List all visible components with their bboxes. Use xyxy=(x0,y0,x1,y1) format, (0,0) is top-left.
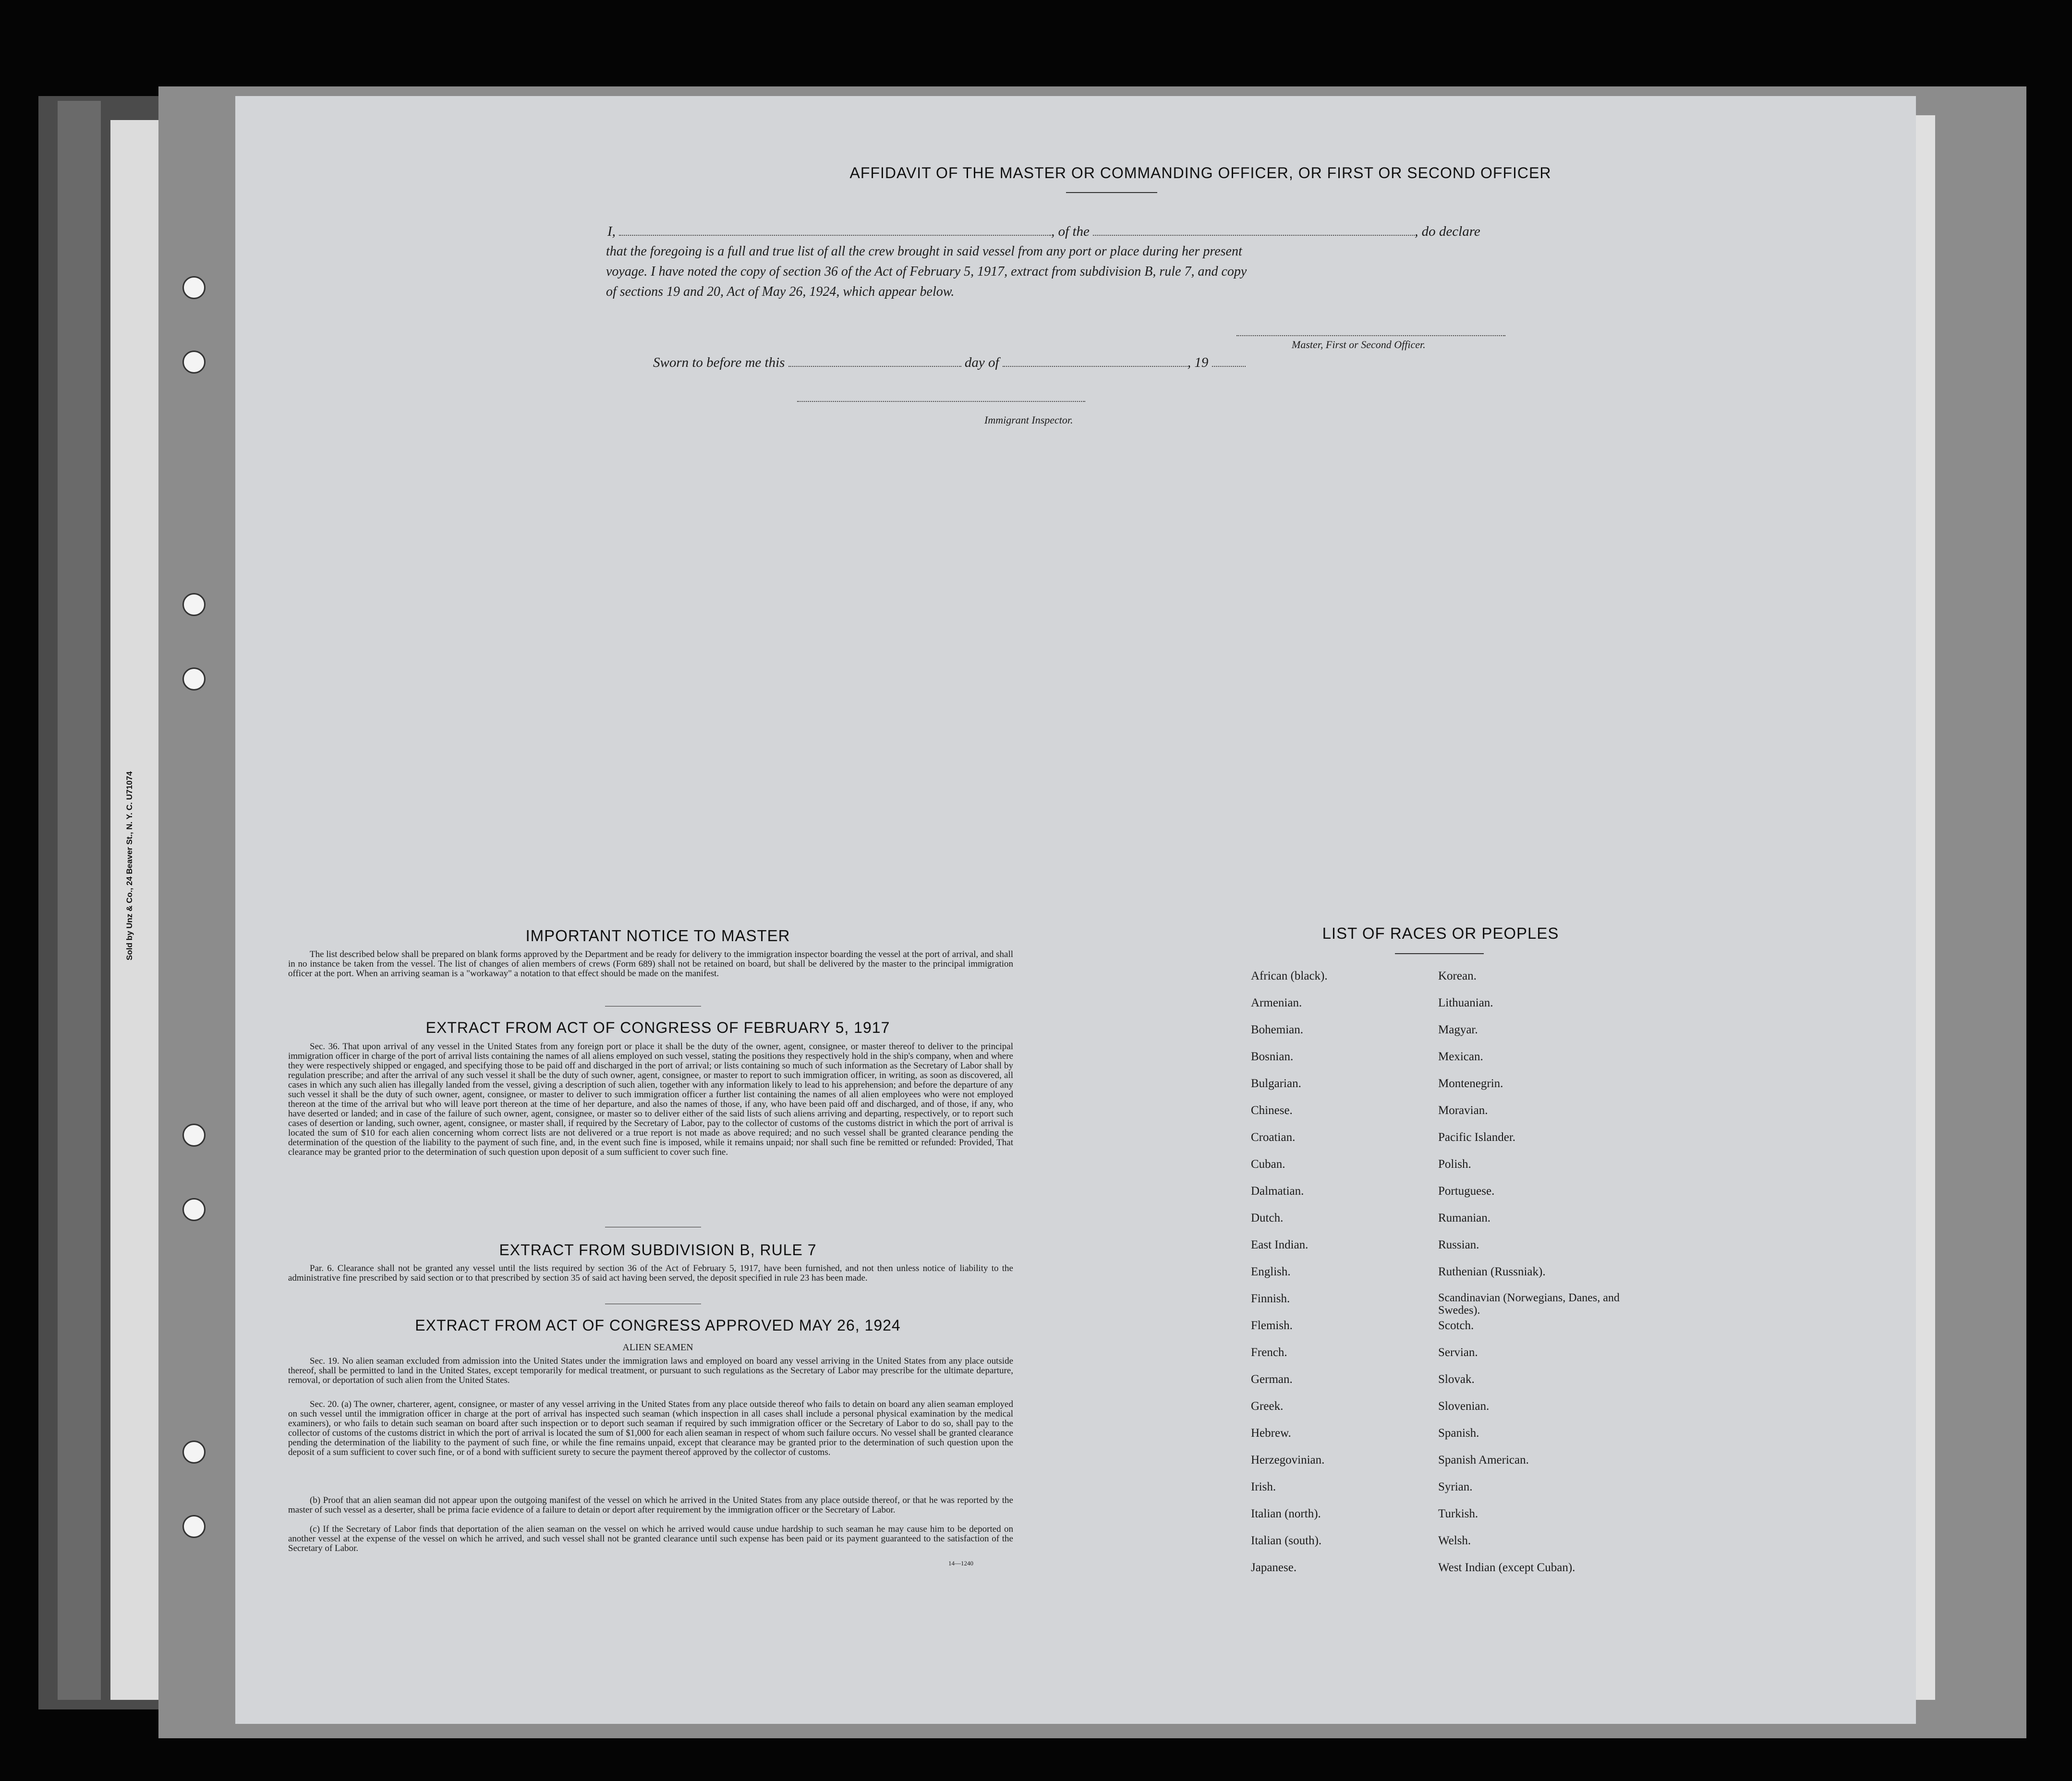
binder-hole xyxy=(182,276,206,299)
race-item: Scotch. xyxy=(1438,1319,1474,1332)
race-item: Flemish. xyxy=(1251,1319,1293,1332)
sec20a-text: Sec. 20. (a) The owner, charterer, agent, consignee, or master of any vessel arriving in the United States from any place outside thereof who fails to detain on board any alien seaman employed on such vessel until the immigration officer in charge at the port of arrival has inspected such seaman (which inspection in all cases shall include a personal physical examination by the medical examiners), or who fails to detain such seaman on board after such inspection or to deport such seaman if required by such immigration officer or the Secretary of Labor to do so, shall pay to the collector of customs of the customs district in which the port of arrival is located the sum of $1,000 for each alien seaman in respect of whom such failure occurs. No vessel shall be granted clearance pending the determination of the liability to the payment of such fine, or while the fine remains unpaid, except that clearance may be granted prior to the determination of such question upon the deposit of a sum sufficient to cover such fine, or of a bond with sufficient surety to secure the payment thereof approved by the collector of customs. xyxy=(288,1399,1013,1457)
race-item: Pacific Islander. xyxy=(1438,1131,1516,1144)
race-item: Spanish American. xyxy=(1438,1454,1529,1466)
notice-text: The list described below shall be prepared on blank forms approved by the Department and be ready for delivery to the immigration inspector boarding the vessel at the port of arrival, and shall in no instance be taken from the vessel. The list of changes of alien members of crews (Form 689) shall not be retained on board, but shall be delivered by the master to the principal immigration officer at the port. When an arriving seaman is a "workaway" a notation to that effect should be made on the manifest. xyxy=(288,949,1013,979)
vessel-blank[interactable] xyxy=(1093,225,1415,236)
race-item: Herzegovinian. xyxy=(1251,1454,1325,1466)
sec19-text: Sec. 19. No alien seaman excluded from admission into the United States under the immigration laws and employed on board any vessel arriving in the United States from any place outside thereof, shall be permitted to land in the United States, except temporarily for medical treatment, or pursuant to such regulations as the Secretary of Labor may prescribe for the ultimate departure, removal, or deportation of such alien from the United States. xyxy=(288,1356,1013,1385)
i-label: I, xyxy=(607,224,616,239)
race-item: Lithuanian. xyxy=(1438,996,1493,1009)
races-left-column xyxy=(1251,969,1429,1587)
rule7-title: EXTRACT FROM SUBDIVISION B, RULE 7 xyxy=(499,1241,817,1259)
race-item: Bosnian. xyxy=(1251,1050,1294,1063)
race-item: Rumanian. xyxy=(1438,1212,1491,1224)
sec20b-text: (b) Proof that an alien seaman did not appear upon the outgoing manifest of the vessel on which he arrived in the United States from any place outside thereof, or that he was reported by the master of such vessel as a deserter, shall be prima facie evidence of a failure to detain or deport after requirement by the immigration officer or the Secretary of Labor. xyxy=(288,1495,1013,1515)
race-item: Spanish. xyxy=(1438,1427,1479,1440)
master-caption: Master, First or Second Officer. xyxy=(1292,339,1426,351)
race-item: Irish. xyxy=(1251,1480,1276,1493)
sworn-line xyxy=(653,353,1246,372)
affidavit-line: voyage. I have noted the copy of section 36 of the Act of February 5, 1917, extract from subdivision B, rule 7, and copy xyxy=(606,264,1247,279)
day-of-label: day of xyxy=(964,355,999,370)
affidavit-title: AFFIDAVIT OF THE MASTER OR COMMANDING OFFICER, OR FIRST OR SECOND OFFICER xyxy=(849,164,1551,182)
races-right-column xyxy=(1438,969,1640,1587)
extract-1917-title: EXTRACT FROM ACT OF CONGRESS OF FEBRUARY 5, 1917 xyxy=(425,1019,890,1036)
race-item: Ruthenian (Russniak). xyxy=(1438,1265,1546,1278)
do-declare-label: , do declare xyxy=(1415,224,1480,239)
race-item: French. xyxy=(1251,1346,1287,1359)
page-edge xyxy=(1916,115,1935,1700)
race-item: Scandinavian (Norwegians, Danes, and Swedes). xyxy=(1438,1292,1620,1317)
race-item: Slovenian. xyxy=(1438,1400,1490,1413)
race-item: Japanese. xyxy=(1251,1561,1297,1574)
binder-hole xyxy=(182,351,206,374)
extract-1917-text: Sec. 36. That upon arrival of any vessel in the United States from any foreign port or place it shall be the duty of the owner, agent, consignee, or master thereof to deliver to the principal immigration officer in charge of the port of arrival lists containing the names of all aliens employed on such vessel, stating the positions they respectively hold in the ship's company, when and where they were respectively shipped or engaged, and specifying those to be paid off and discharged in the port of arrival; or lists containing so much of such information as the Secretary of Labor shall by regulation prescribe; and after the arrival of any such vessel it shall be the duty of such owner, agent, consignee, or master to report to such immigration officer, in writing, as soon as discovered, all cases in which any such alien has illegally landed from the vessel, giving a description of such alien, together with any information likely to lead to his apprehension; and before the departure of any such vessel it shall be the duty of such owner, agent, consignee, or master to deliver to such immigration officer a further list containing the names of all alien employees who were not employed thereon at the time of the arrival but who will leave port thereon at the time of her departure, and also the names of those, if any, who have been paid off and discharged, and of those, if any, who have deserted or landed; and in case of the failure of such owner, agent, consignee, or master so to deliver either of the said lists of such aliens arriving and departing, respectively, or to report such cases of desertion or landing, such owner, agent, consignee, or master shall, if required by the Secretary of Labor, pay to the collector of customs of the customs district in which the port of arrival is located the sum of $10 for each alien concerning whom correct lists are not delivered or a true report is not made as above required; and no such vessel shall be granted clearance pending the determination of the question of the liability to the payment of such fine, and, in the event such fine is imposed, while it remains unpaid; nor shall such fine be remitted or refunded: Provided, That clearance may be granted prior to the determination of such question upon deposit of a sum sufficient to cover such fine. xyxy=(288,1042,1013,1157)
race-item: Croatian. xyxy=(1251,1131,1296,1144)
race-item: Mexican. xyxy=(1438,1050,1483,1063)
race-item: English. xyxy=(1251,1265,1291,1278)
race-item: Dutch. xyxy=(1251,1212,1284,1224)
binder-hole xyxy=(182,1124,206,1147)
race-item: Bulgarian. xyxy=(1251,1077,1301,1090)
binder-spine-label xyxy=(110,120,163,1700)
affidavit-declaration-line xyxy=(607,222,1568,241)
race-item: East Indian. xyxy=(1251,1238,1309,1251)
binder-strip xyxy=(58,101,101,1700)
sworn-year-blank[interactable] xyxy=(1212,356,1246,367)
binder-hole xyxy=(182,593,206,616)
year-label: , 19 xyxy=(1187,355,1209,370)
form-page xyxy=(235,96,1916,1724)
divider xyxy=(1395,953,1484,954)
race-item: Slovak. xyxy=(1438,1373,1475,1386)
rule7-text: Par. 6. Clearance shall not be granted any vessel until the lists required by section 36 of the Act of February 5, 1917, have been furnished, and not then unless notice of liability to the administrative fine prescribed by said section or to that prescribed by section 35 of said act having been served, the deposit specified in rule 23 has been made. xyxy=(288,1263,1013,1283)
race-item: West Indian (except Cuban). xyxy=(1438,1561,1575,1574)
race-item: Portuguese. xyxy=(1438,1185,1495,1198)
race-item: Greek. xyxy=(1251,1400,1284,1413)
race-item: Servian. xyxy=(1438,1346,1478,1359)
race-item: African (black). xyxy=(1251,969,1328,982)
race-item: Magyar. xyxy=(1438,1023,1478,1036)
sworn-label: Sworn to before me this xyxy=(653,355,785,370)
binder-hole xyxy=(182,1198,206,1221)
affidavit-line: of sections 19 and 20, Act of May 26, 1924, which appear below. xyxy=(606,284,955,299)
form-number: 14—1240 xyxy=(948,1560,973,1567)
race-item: Finnish. xyxy=(1251,1292,1290,1305)
extract-1924-title: EXTRACT FROM ACT OF CONGRESS APPROVED MAY 26, 1924 xyxy=(415,1317,901,1334)
race-item: Welsh. xyxy=(1438,1534,1471,1547)
of-the-label: , of the xyxy=(1051,224,1090,239)
races-title: LIST OF RACES OR PEOPLES xyxy=(1322,924,1559,942)
binder-hole xyxy=(182,1515,206,1538)
race-item: Hebrew. xyxy=(1251,1427,1291,1440)
sec20c-text: (c) If the Secretary of Labor finds that deportation of the alien seaman on the vessel on which he arrived would cause undue hardship to such seaman he may cause him to be deported on another vessel at the expense of the vessel on which he arrived, and such vessel shall not be granted clearance until such expense has been paid or its payment guaranteed to the satisfaction of the Secretary of Labor. xyxy=(288,1524,1013,1553)
name-blank[interactable] xyxy=(619,225,1051,236)
race-item: Italian (south). xyxy=(1251,1534,1322,1547)
alien-seamen-subtitle: ALIEN SEAMEN xyxy=(622,1342,693,1353)
inspector-caption: Immigrant Inspector. xyxy=(984,414,1073,426)
race-item: Moravian. xyxy=(1438,1104,1488,1117)
race-item: German. xyxy=(1251,1373,1293,1386)
race-item: Korean. xyxy=(1438,969,1477,982)
race-item: Italian (north). xyxy=(1251,1507,1321,1520)
divider xyxy=(1066,192,1157,193)
race-item: Montenegrin. xyxy=(1438,1077,1503,1090)
binder-hole xyxy=(182,1441,206,1464)
race-item: Turkish. xyxy=(1438,1507,1478,1520)
race-item: Armenian. xyxy=(1251,996,1302,1009)
binder-label-text: Sold by Unz & Co., 24 Beaver St., N. Y. C. U71074 xyxy=(125,771,134,960)
race-item: Russian. xyxy=(1438,1238,1479,1251)
race-item: Cuban. xyxy=(1251,1158,1285,1171)
race-item: Syrian. xyxy=(1438,1480,1473,1493)
inspector-signature-blank[interactable] xyxy=(797,401,1085,402)
sworn-day-blank[interactable] xyxy=(788,356,961,367)
race-item: Dalmatian. xyxy=(1251,1185,1304,1198)
notice-title: IMPORTANT NOTICE TO MASTER xyxy=(525,927,790,945)
race-item: Polish. xyxy=(1438,1158,1471,1171)
sworn-month-blank[interactable] xyxy=(1003,356,1187,367)
race-item: Bohemian. xyxy=(1251,1023,1304,1036)
master-signature-blank[interactable] xyxy=(1236,335,1505,336)
affidavit-line: that the foregoing is a full and true list of all the crew brought in said vessel from any port or place during her present xyxy=(606,244,1242,259)
race-item: Chinese. xyxy=(1251,1104,1293,1117)
binder-hole xyxy=(182,667,206,691)
